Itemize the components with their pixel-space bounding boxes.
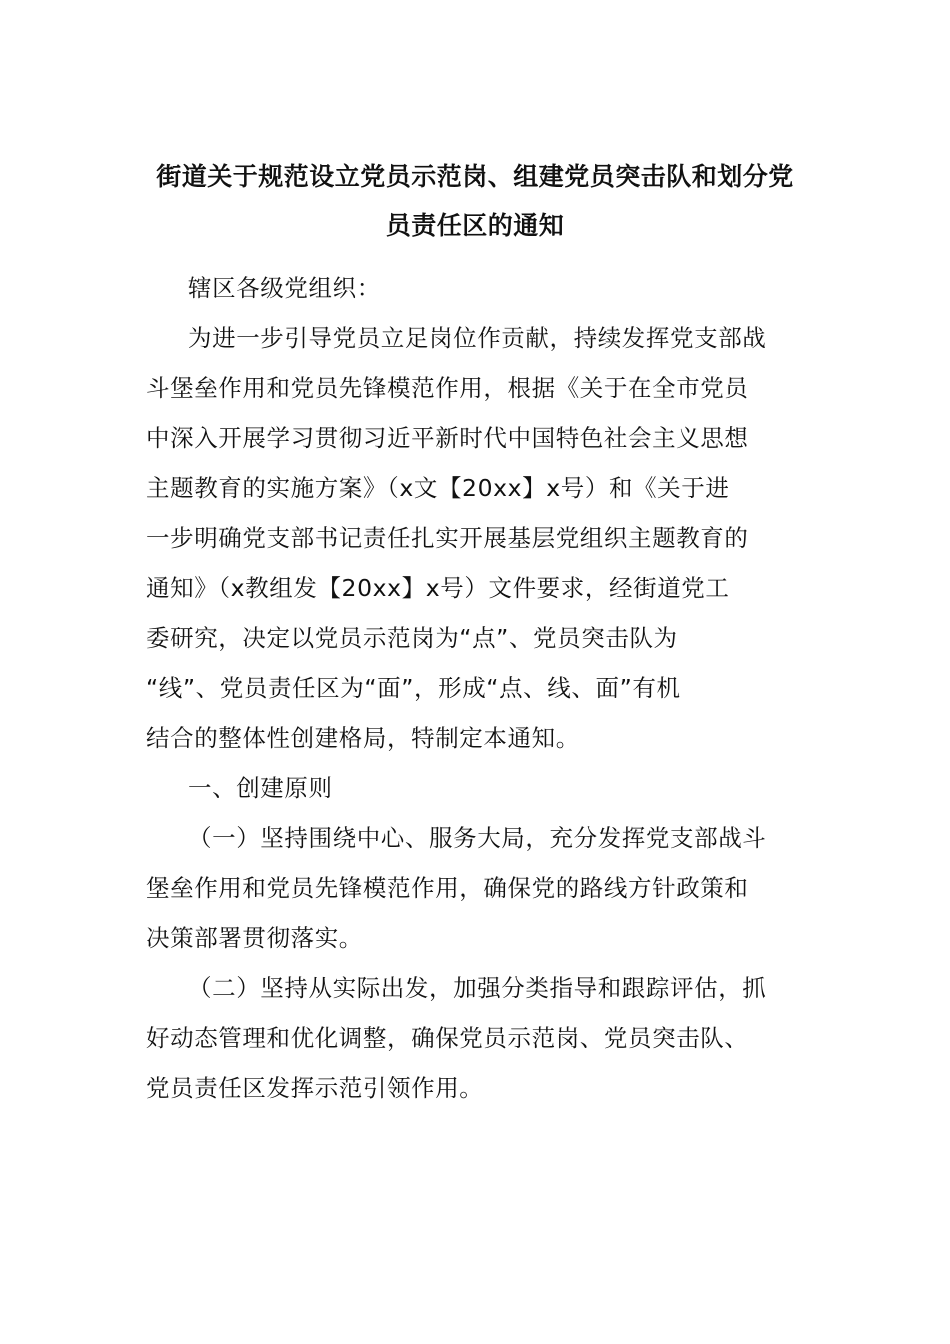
item-line: 好动态管理和优化调整，确保党员示范岗、党员突击队、 — [146, 1024, 749, 1052]
section-heading: 一、创建原则 — [188, 774, 333, 802]
document-title — [140, 152, 810, 250]
paragraph-line: 通知》（x教组发【20xx】x号）文件要求，经街道党工 — [146, 574, 730, 602]
paragraph-line: 为进一步引导党员立足岗位作贡献，持续发挥党支部战 — [188, 324, 767, 352]
item-line: 决策部署贯彻落实。 — [146, 924, 363, 952]
paragraph-line: 结合的整体性创建格局，特制定本通知。 — [146, 724, 580, 752]
title-line: 街道关于规范设立党员示范岗、组建党员突击队和划分党 — [156, 162, 794, 191]
paragraph-line: 主题教育的实施方案》（x文【20xx】x号）和《关于进 — [146, 474, 730, 502]
title-line: 员责任区的通知 — [385, 211, 565, 240]
paragraph-line: 斗堡垒作用和党员先锋模范作用，根据《关于在全市党员 — [146, 374, 749, 402]
paragraph-line: 中深入开展学习贯彻习近平新时代中国特色社会主义思想 — [146, 424, 749, 452]
salutation: 辖区各级党组织： — [188, 274, 381, 302]
paragraph-line: 委研究，决定以党员示范岗为“点”、党员突击队为 — [146, 624, 678, 652]
item-line: （一）坚持围绕中心、服务大局，充分发挥党支部战斗 — [188, 824, 767, 852]
item-line: （二）坚持从实际出发，加强分类指导和跟踪评估，抓 — [188, 974, 767, 1002]
item-line: 党员责任区发挥示范引领作用。 — [146, 1074, 484, 1102]
paragraph-line: 一步明确党支部书记责任扎实开展基层党组织主题教育的 — [146, 524, 749, 552]
item-line: 堡垒作用和党员先锋模范作用，确保党的路线方针政策和 — [146, 874, 749, 902]
paragraph-line: “线”、党员责任区为“面”，形成“点、线、面”有机 — [146, 674, 681, 702]
